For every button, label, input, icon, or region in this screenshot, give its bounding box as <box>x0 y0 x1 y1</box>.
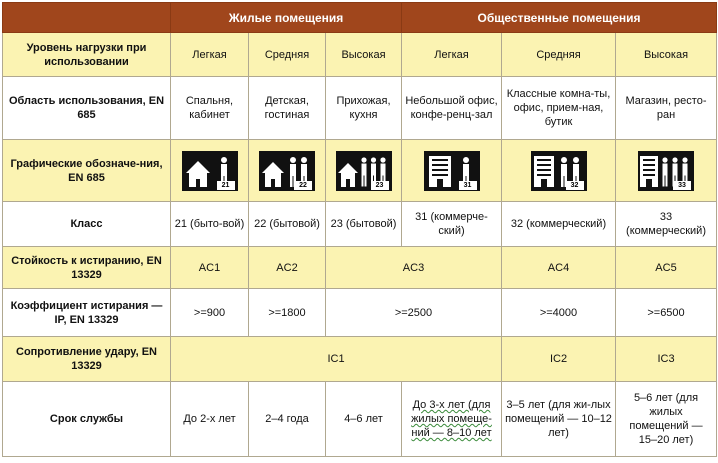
laminate-classes-table <box>2 2 717 457</box>
cell-area-1: Спальня, кабинет <box>171 77 249 140</box>
cell-load-6: Высокая <box>616 33 717 77</box>
cell-ac4: AC4 <box>502 247 616 289</box>
row-label-symbols: Графические обозначе-ния, EN 685 <box>3 140 171 202</box>
cell-class-6: 33 (коммерческий) <box>616 202 717 247</box>
office-two-people-pictogram <box>531 151 587 191</box>
cell-ac1: AC1 <box>171 247 249 289</box>
row-label-class: Класс <box>3 202 171 247</box>
cell-ac3: AC3 <box>326 247 502 289</box>
cell-class-5: 32 (коммерческий) <box>502 202 616 247</box>
cell-load-2: Средняя <box>249 33 326 77</box>
row-service-life <box>3 382 717 457</box>
cell-ac2: AC2 <box>249 247 326 289</box>
cell-ac5: AC5 <box>616 247 717 289</box>
cell-area-6: Магазин, ресто-ран <box>616 77 717 140</box>
pictogram-number: 32 <box>566 181 584 190</box>
cell-coef-3: >=2500 <box>326 289 502 337</box>
row-label-coefficient: Коэффициент истирания — IP, EN 13329 <box>3 289 171 337</box>
row-class <box>3 202 717 247</box>
header-corner <box>3 3 171 33</box>
row-label-load: Уровень нагрузки при использовании <box>3 33 171 77</box>
office-three-people-pictogram <box>638 151 694 191</box>
cell-area-5: Классные комна-ты, офис, прием-ная, бутик <box>502 77 616 140</box>
pictogram-number: 33 <box>673 181 691 190</box>
cell-ic2: IC2 <box>502 337 616 382</box>
pictogram-number: 23 <box>371 181 389 190</box>
row-symbols <box>3 140 717 202</box>
cell-load-1: Легкая <box>171 33 249 77</box>
pictogram-number: 22 <box>294 181 312 190</box>
row-label-impact: Сопротивление удару, EN 13329 <box>3 337 171 382</box>
cell-symbol-2 <box>249 140 326 202</box>
header-residential: Жилые помещения <box>171 3 402 33</box>
house-three-people-pictogram <box>336 151 392 191</box>
cell-ic3: IC3 <box>616 337 717 382</box>
cell-area-3: Прихожая, кухня <box>326 77 402 140</box>
row-impact <box>3 337 717 382</box>
house-two-people-pictogram <box>259 151 315 191</box>
cell-life-4 <box>402 382 502 457</box>
cell-coef-5: >=6500 <box>616 289 717 337</box>
life-text-4: До 3-х лет (для жилых помеще-ний — 8–10 лет <box>411 399 492 439</box>
cell-load-3: Высокая <box>326 33 402 77</box>
cell-life-6: 5–6 лет (для жилых помещений — 15–20 лет) <box>616 382 717 457</box>
cell-life-2: 2–4 года <box>249 382 326 457</box>
cell-load-4: Легкая <box>402 33 502 77</box>
cell-class-1: 21 (быто-вой) <box>171 202 249 247</box>
cell-symbol-3 <box>326 140 402 202</box>
row-load <box>3 33 717 77</box>
cell-symbol-4 <box>402 140 502 202</box>
row-label-area: Область использования, EN 685 <box>3 77 171 140</box>
row-label-abrasion: Стойкость к истиранию, EN 13329 <box>3 247 171 289</box>
cell-area-4: Небольшой офис, конфе-ренц-зал <box>402 77 502 140</box>
row-abrasion <box>3 247 717 289</box>
cell-class-3: 23 (бытовой) <box>326 202 402 247</box>
cell-life-5: 3–5 лет (для жи-лых помещений — 10–12 лет) <box>502 382 616 457</box>
pictogram-number: 21 <box>217 181 235 190</box>
header-row <box>3 3 717 33</box>
cell-load-5: Средняя <box>502 33 616 77</box>
cell-life-3: 4–6 лет <box>326 382 402 457</box>
header-commercial: Общественные помещения <box>402 3 717 33</box>
office-one-person-pictogram <box>424 151 480 191</box>
cell-symbol-1 <box>171 140 249 202</box>
cell-coef-4: >=4000 <box>502 289 616 337</box>
cell-coef-2: >=1800 <box>249 289 326 337</box>
cell-ic1: IC1 <box>171 337 502 382</box>
row-label-service-life: Срок службы <box>3 382 171 457</box>
cell-area-2: Детская, гостиная <box>249 77 326 140</box>
cell-symbol-5 <box>502 140 616 202</box>
row-coefficient <box>3 289 717 337</box>
cell-class-4: 31 (коммерче-ский) <box>402 202 502 247</box>
cell-coef-1: >=900 <box>171 289 249 337</box>
house-one-person-pictogram <box>182 151 238 191</box>
cell-life-1: До 2-х лет <box>171 382 249 457</box>
cell-symbol-6 <box>616 140 717 202</box>
pictogram-number: 31 <box>459 181 477 190</box>
cell-class-2: 22 (бытовой) <box>249 202 326 247</box>
row-area <box>3 77 717 140</box>
